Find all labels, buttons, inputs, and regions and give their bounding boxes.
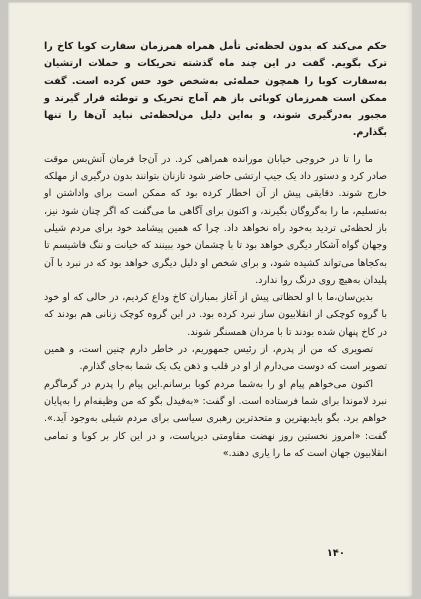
paragraph-1: حکم می‌کند که بدون لحظه‌ئی تأمل همراه همرزمان سفارت کوبا کاخ را ترک بگویم. گفت در این چند ماه گذشته تحریکات و حملات ارتشیان به‌سفارت کوبا را همچون حمله‌ئی به‌شخص خود حس کرده است. گفت ممکن است همرزمان کوبائی باز هم آماج تحریک و توطئه قرار گیرند و مجبور به‌درگیری شوند، و به‌این دلیل من‌لحظه‌ئی نباید آن‌ها را تنها بگذارم. <box>44 41 387 139</box>
paragraph-5: اکنون می‌خواهم پیام او را به‌شما مردم کوبا برسانم.این پیام را پدرم در گرماگرم نبرد لاموندا برای شما فرستاده است. او گفت: «به‌فیدل بگو که من وظیفه‌ام را به‌پایان خواهم برد. بگو بایدبهترین و متحدترین رهبری سیاسی برای مردم شیلی به‌وجود آید.». گفت: «امروز نخستین روز نهضت مقاومتی دیرپاست، و در این کار بر کوبا و تمامی انقلابیون جهان است که ما را یاری دهند.» <box>44 378 387 459</box>
body-text <box>44 38 387 462</box>
paragraph-gap <box>44 142 387 151</box>
paragraph-4: تصویری که من از پدرم، از رئیس جمهوریم، در خاطر دارم چنین است، و همین تصویر است که دوست می‌دارم از او در قلب و ذهن یک یک شما به‌جای گذارم. <box>44 344 387 373</box>
paragraph-2: ما را تا در خروجی خیابان موراند‌ه همراهی کرد. در آن‌جا فرمان آتش‌بس موقت صادر کرد و دستور داد یک جیپ ارتشی حاضر شود تازنان بتوانند بدون درگیری از مهلکه خارج شوند. دقایقی پیش از آن اخطار کرده بود که ممکن است برای واداشتن او به‌تسلیم، ما را به‌گروگان بگیرند، و اکنون برای آگاهی ما می‌گفت که اگر چنان شود نیز، باز لحظه‌ئی تردید به‌خود راه نخواهد داد. چرا که همین پیشامد خود برای مردم شیلی وجهان گواه آشکار دیگری خواهد بود تا با چشمان خود ببینند که خیانت و ننگ فاشیسم تا به‌کجاها می‌تواند کشیده شود، و برای شخص او دلیل دیگری خواهد بود که در نبرد با آن پلیدان به‌هیچ روی درنگ روا ندارد. <box>44 153 387 286</box>
page-edge-shadow <box>407 2 413 597</box>
paragraph-3: بدین‌سان،ما با او لحظاتی پیش از آغاز بمباران کاخ وداع کردیم، در حالی که او خود با گروه کوچکی از انقلابیون ساز نبرد کرده بود. در این گروه کوچک زنانی هم بودند که در کاخ پنهان شده بودند تا با مردان همسنگر شوند. <box>44 292 387 338</box>
page-number: ۱۴۰ <box>326 548 345 559</box>
book-page <box>8 2 413 597</box>
